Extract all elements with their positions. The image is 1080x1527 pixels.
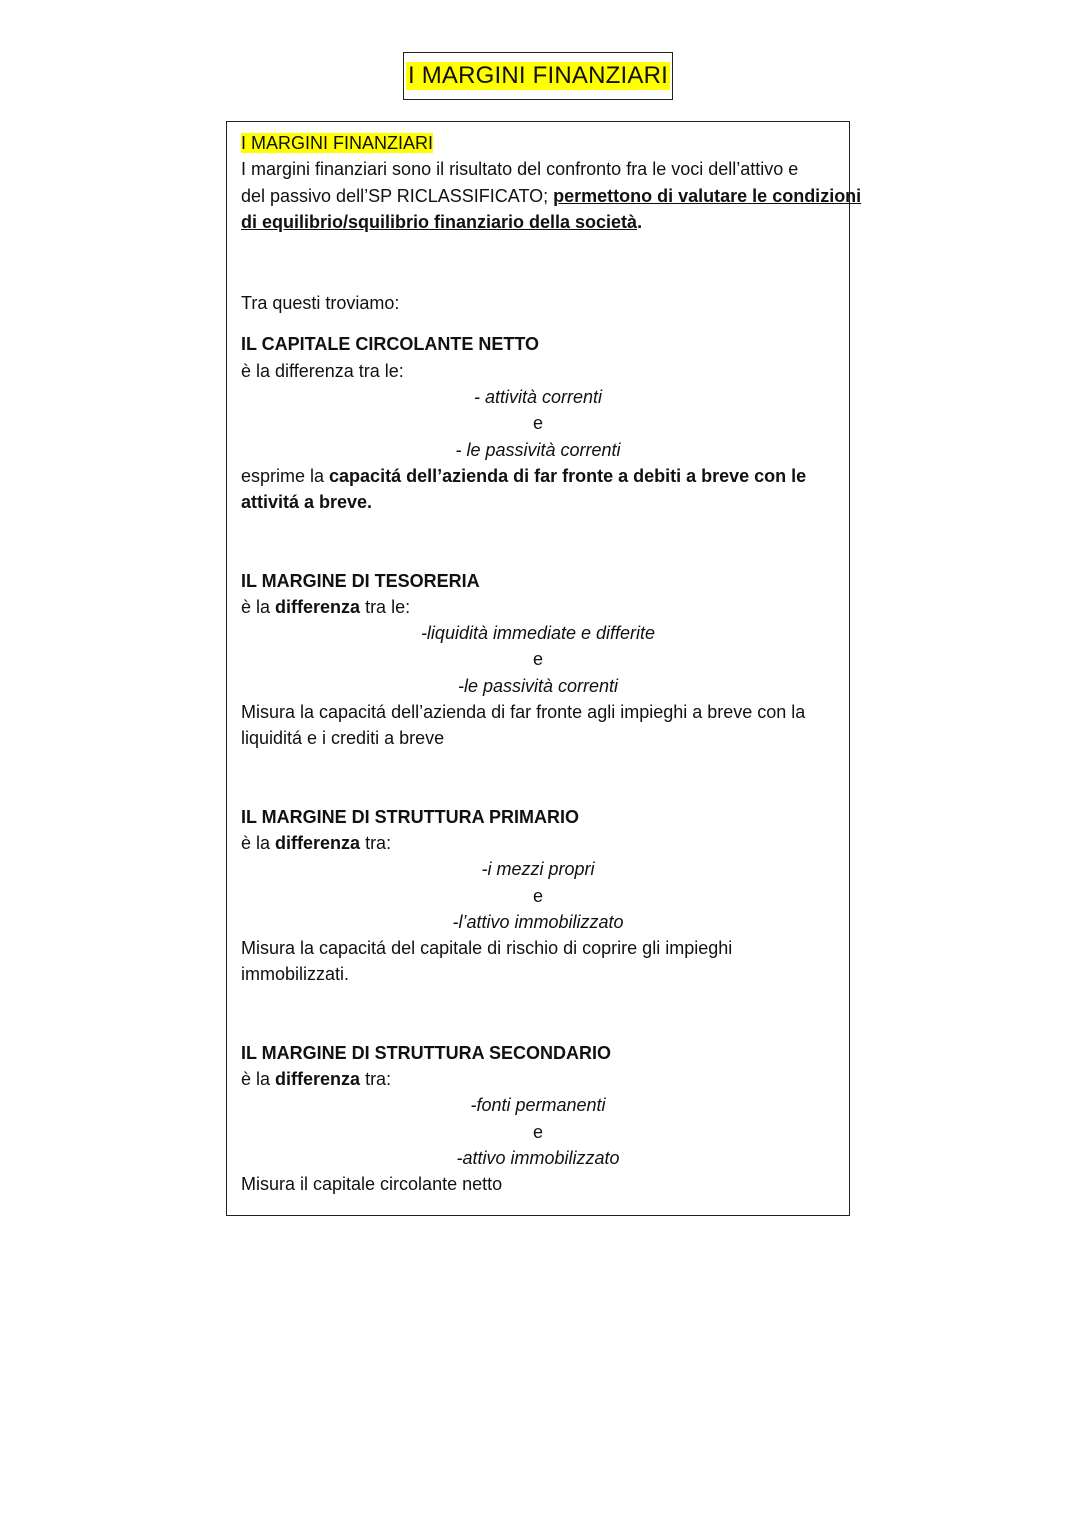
list-intro: Tra questi troviamo: [241,293,400,314]
diff-c: tra: [360,1069,392,1090]
section-desc2-ccn: attivitá a breve. [241,492,373,513]
section-heading-primario: IL MARGINE DI STRUTTURA PRIMARIO [241,806,579,827]
section-desc1-tesoreria: Misura la capacitá dell’azienda di far fronte agli impieghi a breve con la [241,702,806,723]
intro-text-2 [241,183,862,209]
intro-heading-line [241,130,835,156]
section-heading-ccn: IL CAPITALE CIRCOLANTE NETTO [241,334,540,355]
title-box [403,52,673,100]
page-title: I MARGINI FINANZIARI [407,62,668,89]
section-item1-tesoreria: -liquidità immediate e differite [420,623,656,644]
section-heading-secondario: IL MARGINE DI STRUTTURA SECONDARIO [241,1042,612,1063]
intro-text-3 [241,209,835,235]
diff-a: è la [241,1069,276,1090]
diff-a: è la [241,832,276,853]
section-item2-primario: -l’attivo immobilizzato [452,911,624,932]
content-box [226,121,862,1216]
diff-b: differenza [275,832,361,853]
diff-c: tra: [360,832,392,853]
intro-text-1: I margini finanziari sono il risultato del confronto fra le voci dell’attivo e [241,159,799,180]
diff-a: è la [241,596,276,617]
section-diff-ccn [241,358,835,384]
section-diff-tesoreria [241,594,835,620]
intro-text-3a: di equilibrio/squilibrio finanziario della società [241,211,638,232]
section-item1-ccn: - attività correnti [473,387,603,408]
section-item2-tesoreria: -le passività correnti [457,675,619,696]
section-and-ccn: e [532,413,543,434]
intro-heading: I MARGINI FINANZIARI [241,133,434,153]
desc-b: capacitá dell’azienda di far fronte a debiti a breve con le [329,465,807,486]
section-item1-primario: -i mezzi propri [481,859,595,880]
section-item2-secondario: -attivo immobilizzato [456,1147,620,1168]
section-and-tesoreria: e [532,649,543,670]
section-item2-ccn: - le passività correnti [455,439,621,460]
intro-text-3b: . [637,211,643,232]
section-heading-tesoreria: IL MARGINE DI TESORERIA [241,570,480,591]
intro-text-2b: permettono di valutare le condizioni [553,185,862,206]
diff-b: differenza [275,1069,361,1090]
section-desc1-primario: Misura la capacitá del capitale di rischio di coprire gli impieghi [241,938,733,959]
intro-text-2a: del passivo dell’SP RICLASSIFICATO; [241,185,554,206]
diff-a: è la differenza tra le: [241,360,404,381]
section-and-secondario: e [532,1121,543,1142]
section-diff-secondario [241,1066,835,1092]
section-desc1-secondario: Misura il capitale circolante netto [241,1174,503,1195]
section-and-primario: e [532,885,543,906]
section-diff-primario [241,830,835,856]
diff-b: differenza [275,596,361,617]
section-desc2-tesoreria: liquiditá e i crediti a breve [241,728,445,749]
section-desc1-ccn [241,463,835,489]
desc-a: esprime la [241,465,330,486]
section-item1-secondario: -fonti permanenti [470,1095,606,1116]
diff-c: tra le: [360,596,411,617]
section-desc2-primario: immobilizzati. [241,964,350,985]
